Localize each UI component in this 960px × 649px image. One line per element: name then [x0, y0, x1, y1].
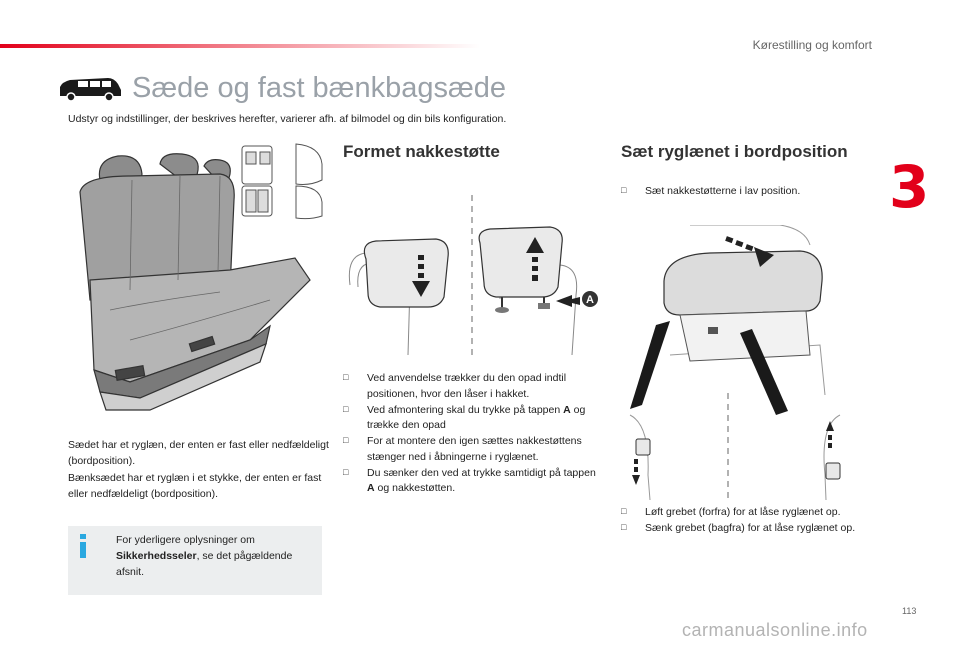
seat-paragraph-2: Bænksædet har et ryglæn i et stykke, der enten er fast eller nedfældeligt (bordposition). [68, 471, 322, 500]
checkbox-bullet-icon: □ [343, 372, 349, 382]
section-heading-headrest: Formet nakkestøtte [343, 142, 500, 161]
checkbox-bullet-icon: □ [621, 506, 627, 516]
seat-paragraph-1: Sædet har et ryglæn, der enten er fast eller nedfældeligt (bordposition). [68, 439, 329, 468]
checkbox-bullet-icon: □ [621, 521, 627, 532]
header-accent-bar [0, 44, 480, 48]
chapter-number: 3 [889, 153, 930, 221]
checkbox-bullet-icon: □ [621, 185, 627, 195]
checkbox-bullet-icon: □ [343, 435, 349, 445]
backrest-table-illustration [620, 225, 875, 500]
checkbox-bullet-icon: □ [343, 466, 349, 477]
headrest-illustration [340, 195, 605, 360]
bench-seat-illustration [70, 140, 332, 432]
list-item: □ Ved anvendelse trækker du den opad indtil positionen, hvor den låser i hakket. [343, 372, 567, 400]
intro-text: Udstyr og indstillinger, der beskrives herefter, varierer afh. af bilmodel og din bils konfiguration. [68, 113, 507, 125]
van-icon [56, 74, 124, 102]
callout-label-a: A [586, 294, 594, 306]
headrest-instructions [343, 371, 598, 497]
checkbox-bullet-icon: □ [343, 403, 349, 414]
list-item: □ Du sænker den ved at trykke samtidigt på tappen A og nakkestøtten. [343, 466, 596, 495]
watermark: carmanualsonline.info [682, 620, 868, 640]
list-item: □ For at montere den igen sættes nakkestøttens stænger ned i åbningerne i ryglænet. [343, 435, 582, 463]
section-heading-table-position: Sæt ryglænet i bordposition [621, 142, 848, 161]
info-icon [78, 534, 88, 558]
page-number: 113 [902, 606, 917, 616]
chapter-title: Kørestilling og komfort [752, 38, 872, 52]
info-text: For yderligere oplysninger om Sikkerhedsseler, se det pågældende afsnit. [116, 534, 293, 578]
info-box [68, 526, 322, 595]
table-position-step-1 [621, 184, 876, 200]
list-item: □ Sæt nakkestøtterne i lav position. [621, 185, 801, 197]
list-item: □ Ved afmontering skal du trykke på tappen A og trække den opad [343, 403, 586, 432]
page-title: Sæde og fast bænkbagsæde [132, 72, 507, 104]
seat-description [68, 437, 330, 502]
info-bold-term: Sikkerhedsseler [116, 549, 197, 562]
list-item: □ Sænk grebet (bagfra) for at låse ryglænet op. [621, 521, 856, 534]
list-item: □ Løft grebet (forfra) for at låse ryglænet op. [621, 506, 841, 518]
table-position-steps-2 [621, 505, 876, 537]
